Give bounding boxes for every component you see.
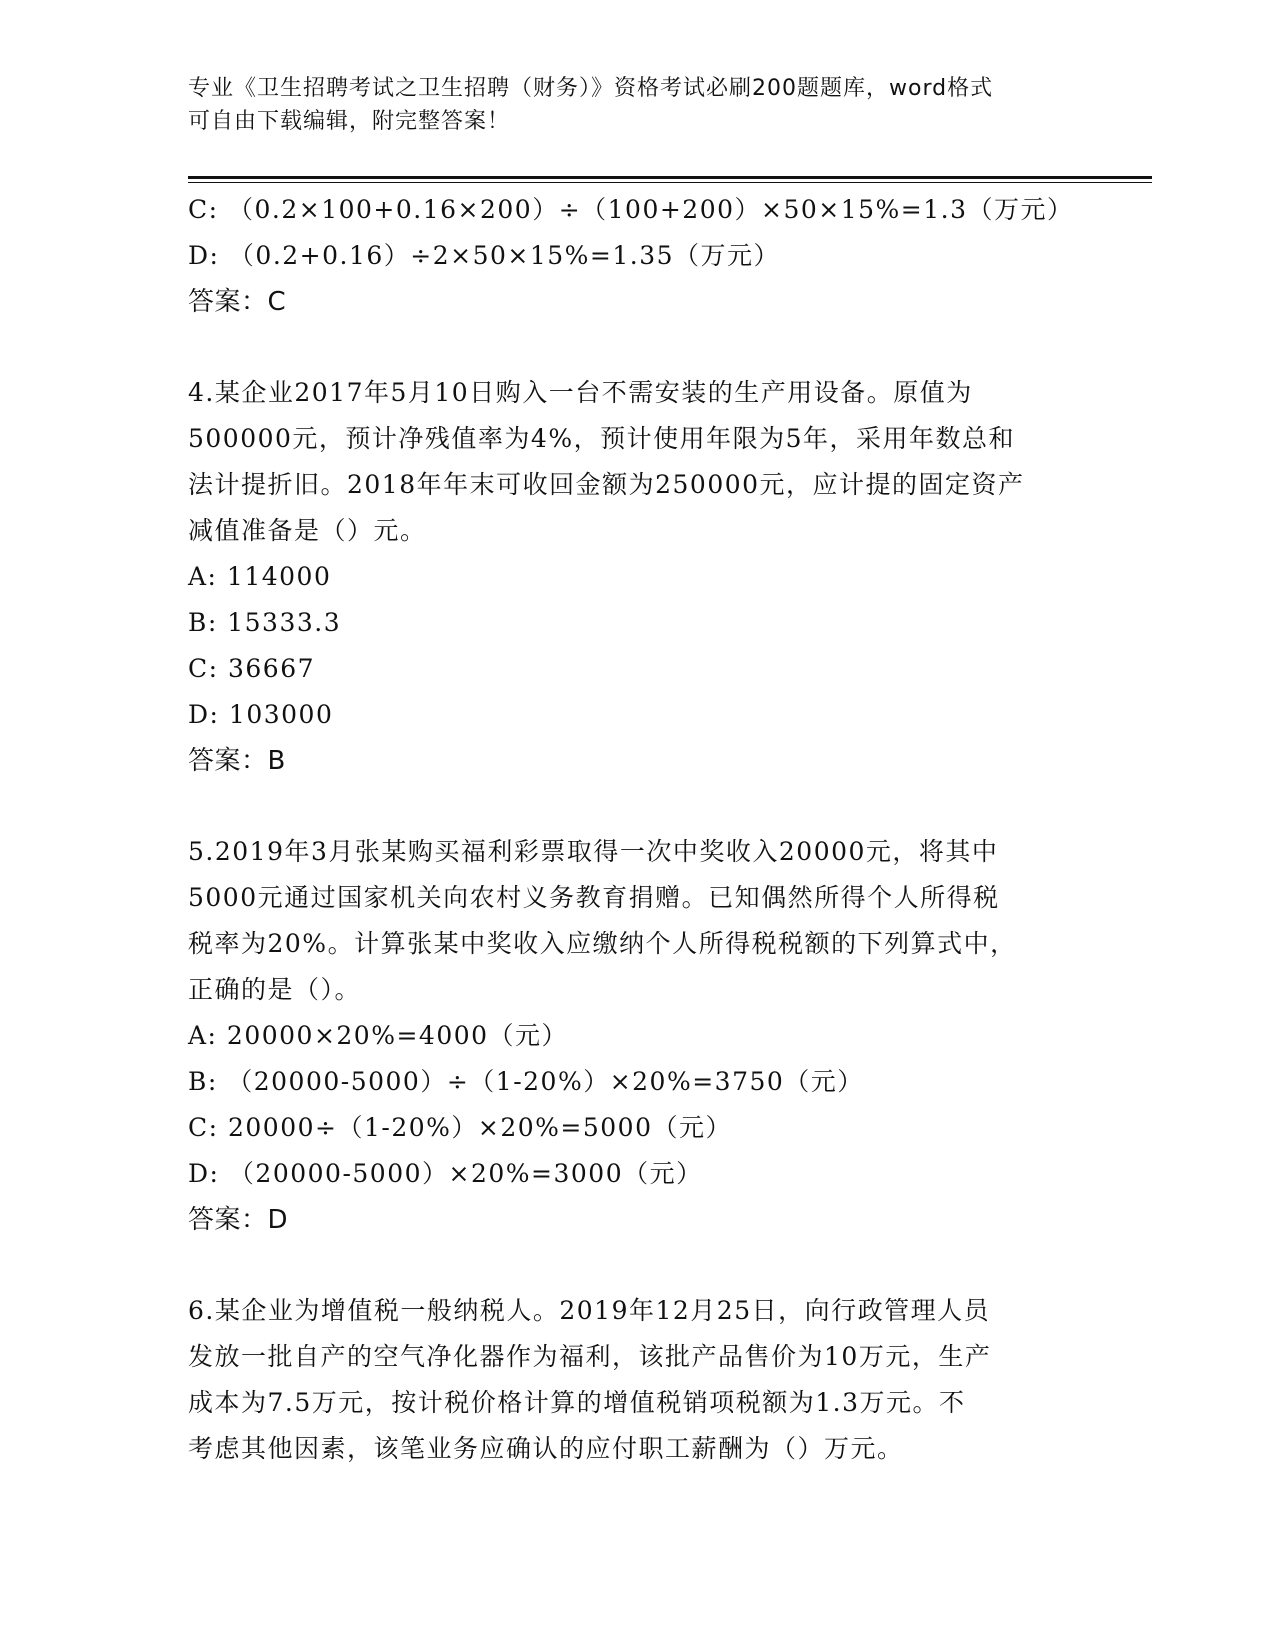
option-c: C: 20000÷（1-20%）×20%=5000（元） (188, 1113, 732, 1142)
option-c: C: （0.2×100+0.16×200）÷（100+200）×50×15%=1.3（万元） (188, 195, 1074, 224)
document-body (188, 187, 1088, 1472)
question-stem-line: 法计提折旧。2018年年末可收回金额为250000元，应计提的固定资产 (188, 470, 1025, 499)
option-d: D: （20000-5000）×20%=3000（元） (188, 1159, 703, 1188)
option-c: C: 36667 (188, 654, 316, 683)
question-6 (188, 1288, 1088, 1472)
question-stem-line: 减值准备是（）元。 (188, 516, 427, 545)
question-3-tail (188, 187, 1088, 325)
question-stem-line: 考虑其他因素，该笔业务应确认的应付职工薪酬为（）万元。 (188, 1434, 904, 1463)
question-5 (188, 829, 1088, 1243)
question-stem-line: 6.某企业为增值税一般纳税人。2019年12月25日，向行政管理人员 (188, 1296, 991, 1325)
option-a: A: 20000×20%=4000（元） (188, 1021, 569, 1050)
header-line-1: 专业《卫生招聘考试之卫生招聘（财务）》资格考试必刷200题题库，word格式 (188, 76, 994, 101)
answer: 答案：C (188, 287, 287, 317)
answer: 答案：B (188, 746, 286, 776)
header-divider-thick (188, 176, 1152, 179)
header-line-2: 可自由下载编辑，附完整答案！ (188, 109, 511, 134)
question-4 (188, 370, 1088, 784)
page-header (188, 72, 1068, 138)
question-stem-line: 5000元通过国家机关向农村义务教育捐赠。已知偶然所得个人所得税 (188, 883, 1000, 912)
spacer (188, 784, 1088, 829)
spacer (188, 1243, 1088, 1288)
question-stem-line: 500000元，预计净残值率为4%，预计使用年限为5年，采用年数总和 (188, 424, 1016, 453)
question-stem-line: 5.2019年3月张某购买福利彩票取得一次中奖收入20000元，将其中 (188, 837, 999, 866)
question-stem-line: 成本为7.5万元，按计税价格计算的增值税销项税额为1.3万元。不 (188, 1388, 966, 1417)
answer: 答案：D (188, 1205, 289, 1235)
option-b: B: （20000-5000）÷（1-20%）×20%=3750（元） (188, 1067, 864, 1096)
option-a: A: 114000 (188, 562, 332, 591)
option-d: D: （0.2+0.16）÷2×50×15%=1.35（万元） (188, 241, 781, 270)
header-divider-thin (188, 182, 1152, 183)
spacer (188, 325, 1088, 370)
question-stem-line: 发放一批自产的空气净化器作为福利，该批产品售价为10万元，生产 (188, 1342, 992, 1371)
question-stem-line: 税率为20%。计算张某中奖收入应缴纳个人所得税税额的下列算式中， (188, 929, 1017, 958)
option-d: D: 103000 (188, 700, 334, 729)
question-stem-line: 4.某企业2017年5月10日购入一台不需安装的生产用设备。原值为 (188, 378, 973, 407)
option-b: B: 15333.3 (188, 608, 342, 637)
question-stem-line: 正确的是（）。 (188, 975, 362, 1004)
